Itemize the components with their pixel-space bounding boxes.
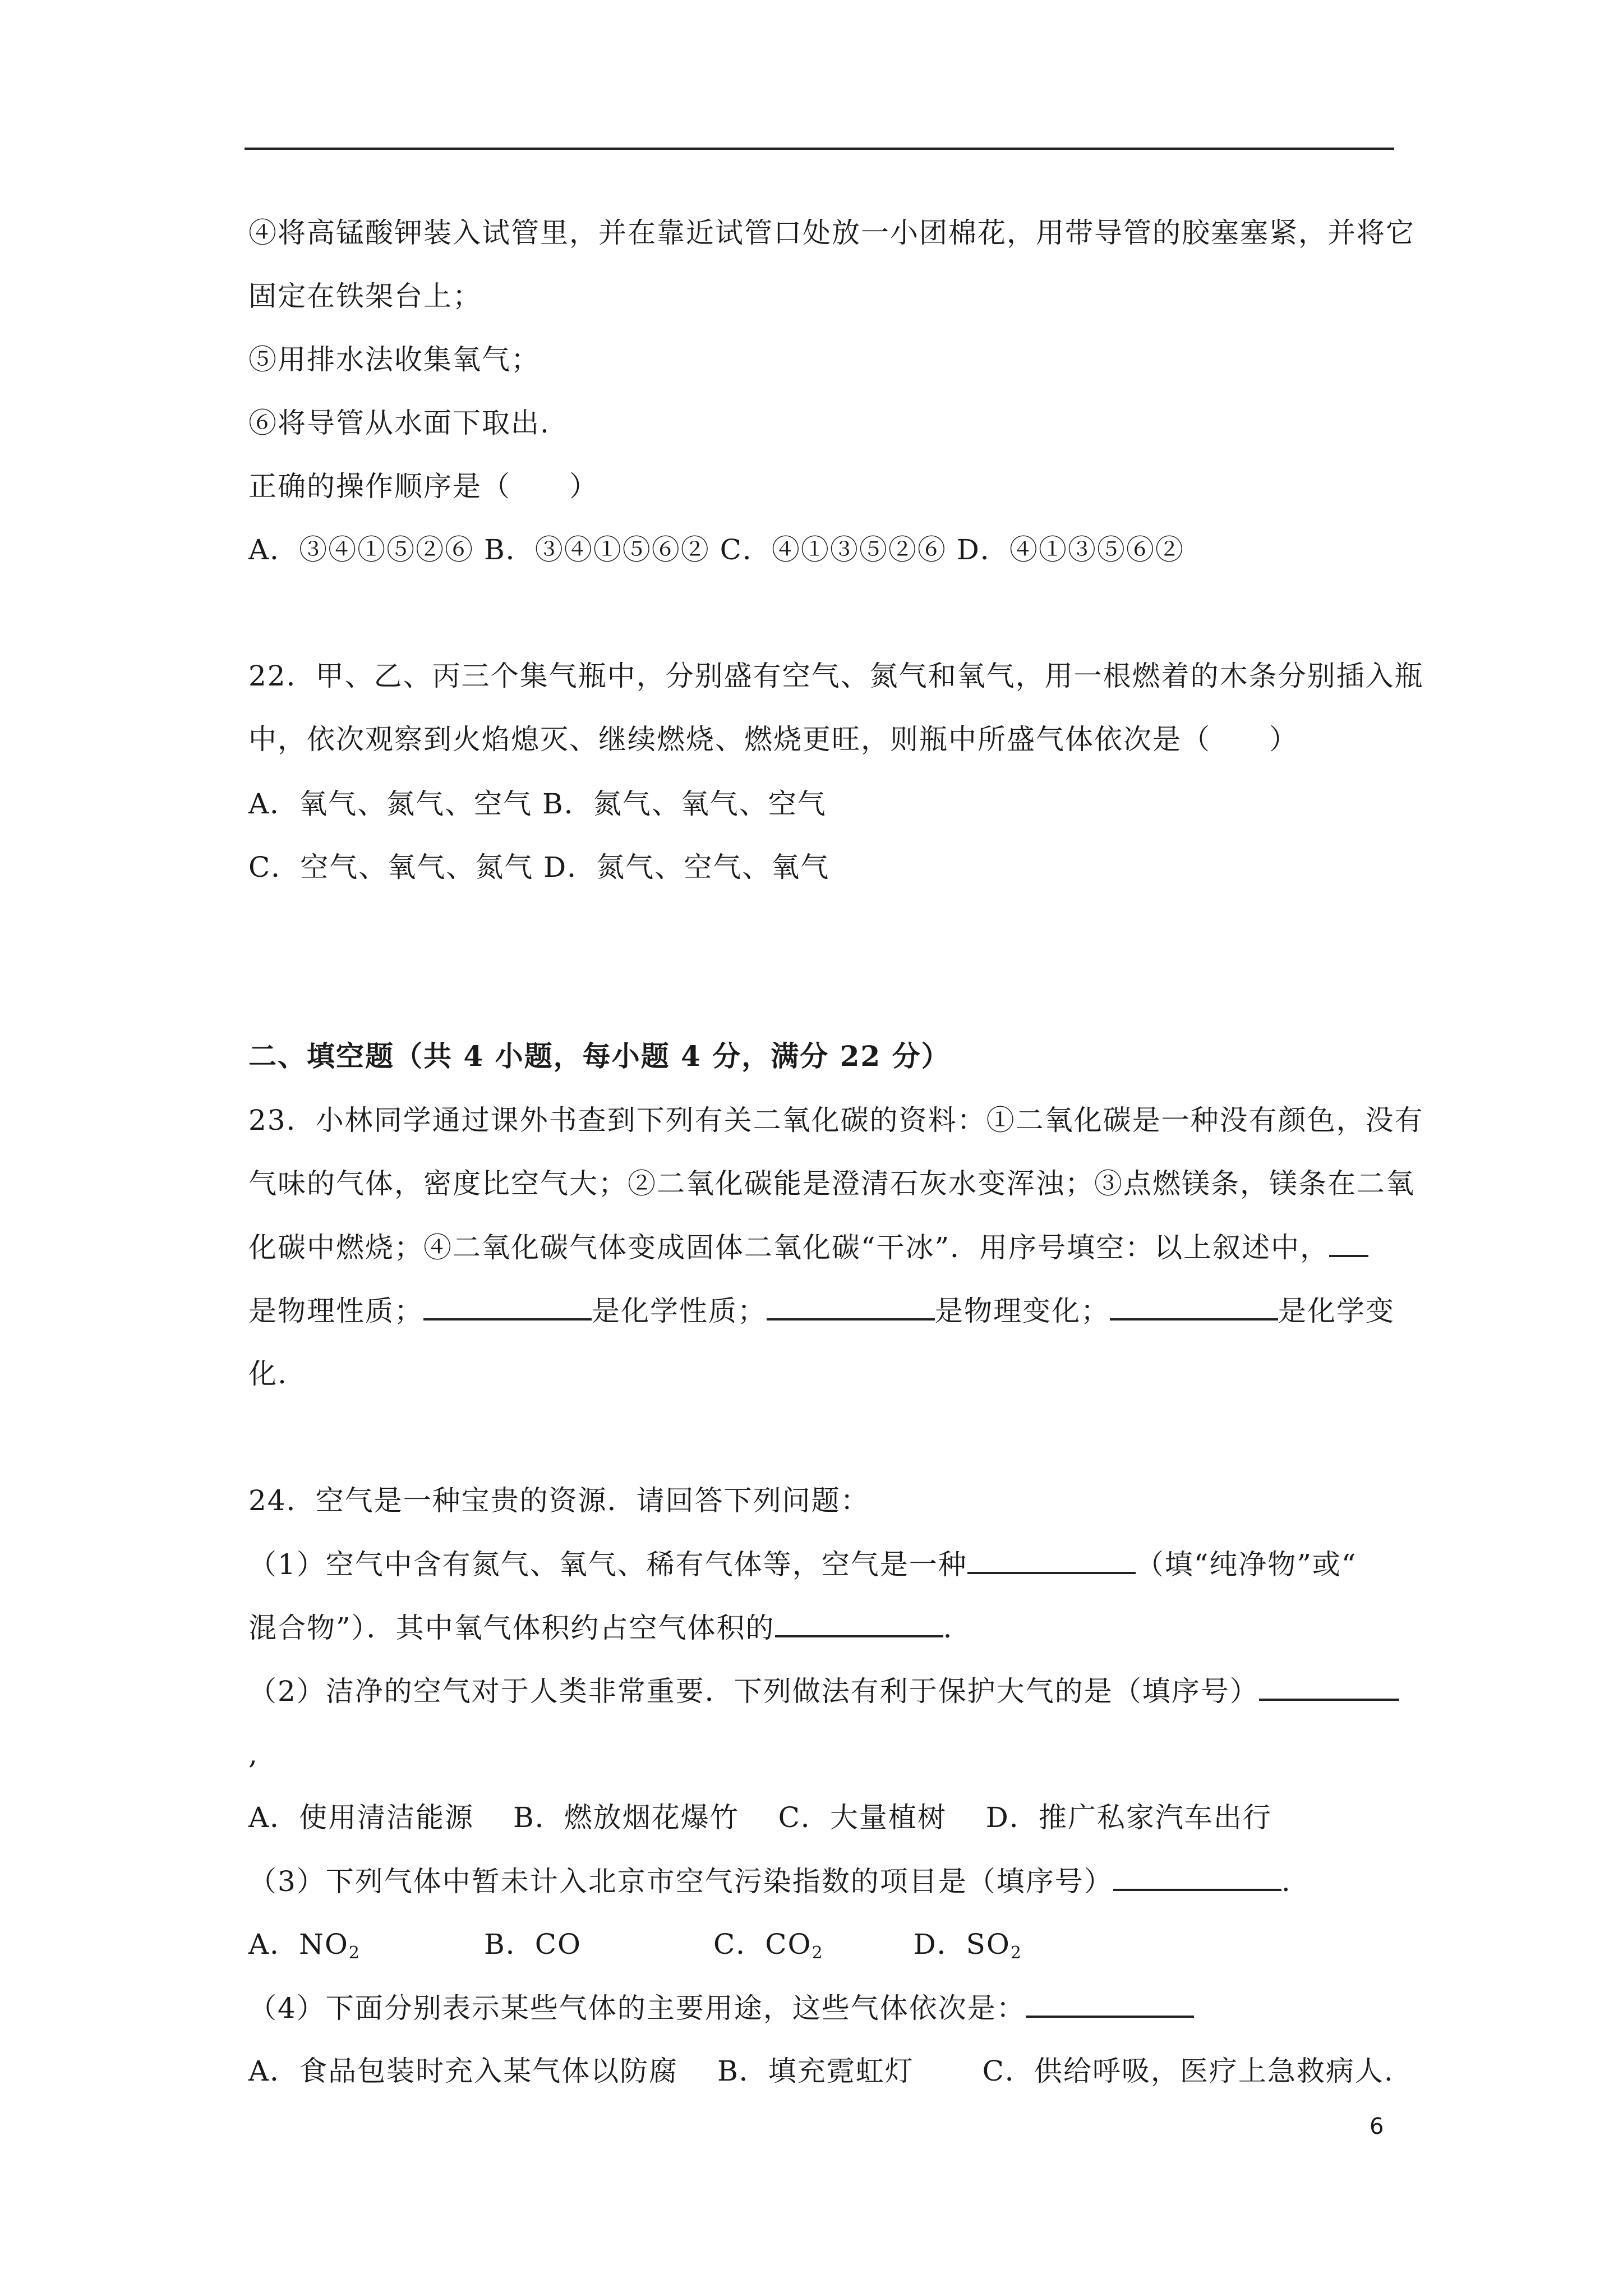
q23-physical-change: 是物理变化； <box>935 1295 1110 1327</box>
q23-chemical-property: 是化学性质； <box>592 1295 767 1327</box>
answer-blank <box>1113 1863 1281 1891</box>
q24-part1-text: （1）空气中含有氮气、氧气、稀有气体等，空气是一种 <box>248 1548 967 1581</box>
header-rule <box>245 148 1394 150</box>
q22-line1: 22．甲、乙、丙三个集气瓶中，分别盛有空气、氮气和氧气，用一根燃着的木条分别插入瓶 <box>248 660 1424 692</box>
q24-part1-line2 <box>248 1609 953 1646</box>
q24-part2 <box>248 1673 1399 1709</box>
page-number: 6 <box>1370 2114 1384 2139</box>
q23-line4 <box>248 1292 1395 1329</box>
q23-line3-text: 化碳中燃烧；④二氧化碳气体变成固体二氧化碳“干冰”．用序号填空：以上叙述中， <box>248 1231 1330 1264</box>
answer-blank <box>423 1292 592 1320</box>
q24-part2-comma: , <box>248 1738 259 1770</box>
q21-question: 正确的操作顺序是（ ） <box>248 470 598 503</box>
q24-part3 <box>248 1863 1292 1899</box>
q23-line2: 气味的气体，密度比空气大；②二氧化碳能是澄清石灰水变浑浊；③点燃镁条，镁条在二氧 <box>248 1167 1415 1200</box>
q23-physical-property: 是物理性质； <box>248 1295 423 1327</box>
q22-options-cd: C．空气、氧气、氮气 D．氮气、空气、氧气 <box>248 851 830 884</box>
q24-part1-text2: 混合物”）．其中氧气体积约占空气体积的 <box>248 1612 775 1644</box>
option-b-co: B．CO <box>483 1928 582 1961</box>
q21-step4-line1: ④将高锰酸钾装入试管里，并在靠近试管口处放一小团棉花，用带导管的胶塞塞紧，并将它 <box>248 217 1415 249</box>
q24-part2-options: A．使用清洁能源 B．燃放烟花爆竹 C．大量植树 D．推广私家汽车出行 <box>248 1801 1272 1834</box>
option-a-no2: A．$NO_2$ <box>248 1928 361 1963</box>
q23-line1: 23．小林同学通过课外书查到下列有关二氧化碳的资料：①二氧化碳是一种没有颜色，没有 <box>248 1104 1424 1137</box>
q24-part3-text: （3）下列气体中暂未计入北京市空气污染指数的项目是（填序号） <box>248 1865 1113 1898</box>
q21-step4-line2: 固定在铁架台上； <box>248 280 482 312</box>
q21-step6: ⑥将导管从水面下取出. <box>248 407 550 439</box>
q23-line5: 化. <box>248 1358 288 1390</box>
q24-part1-line1 <box>248 1546 1357 1582</box>
option-c-co2: C．$CO_2$ <box>713 1928 824 1963</box>
q23-line3 <box>248 1229 1368 1266</box>
q24-part1-hint: （填“纯净物”或“ <box>1135 1548 1357 1581</box>
answer-blank <box>1329 1229 1368 1257</box>
q24-part1-end: . <box>943 1612 953 1644</box>
answer-blank <box>967 1546 1136 1574</box>
answer-blank <box>767 1292 935 1320</box>
q24-part2-text: （2）洁净的空气对于人类非常重要．下列做法有利于保护大气的是（填序号） <box>248 1675 1259 1708</box>
q24-part4 <box>248 1990 1194 2026</box>
section-heading: 二、填空题（共 4 小题，每小题 4 分，满分 22 分） <box>248 1039 951 1073</box>
q24-part3-end: . <box>1281 1865 1292 1898</box>
q24-part3-options <box>248 1926 1022 1971</box>
answer-blank <box>1026 1990 1194 2018</box>
answer-blank <box>1259 1673 1399 1701</box>
answer-blank <box>775 1609 943 1637</box>
q21-step5: ⑤用排水法收集氧气； <box>248 343 540 376</box>
q22-line2: 中，依次观察到火焰熄灭、继续燃烧、燃烧更旺，则瓶中所盛气体依次是（ ） <box>248 723 1298 756</box>
q23-chemical-change: 是化学变 <box>1278 1295 1395 1327</box>
q21-options: A．③④①⑤②⑥ B．③④①⑤⑥② C．④①③⑤②⑥ D．④①③⑤⑥② <box>248 533 1184 566</box>
q22-options-ab: A．氧气、氮气、空气 B．氮气、氧气、空气 <box>248 788 827 820</box>
answer-blank <box>1110 1292 1278 1320</box>
q24-part4-options: A．食品包装时充入某气体以防腐 B．填充霓虹灯 C．供给呼吸，医疗上急救病人. <box>248 2055 1394 2087</box>
q24-part4-text: （4）下面分别表示某些气体的主要用途，这些气体依次是： <box>248 1992 1026 2024</box>
option-d-so2: D．$SO_2$ <box>913 1928 1022 1963</box>
q24-intro: 24．空气是一种宝贵的资源．请回答下列问题： <box>248 1484 870 1517</box>
